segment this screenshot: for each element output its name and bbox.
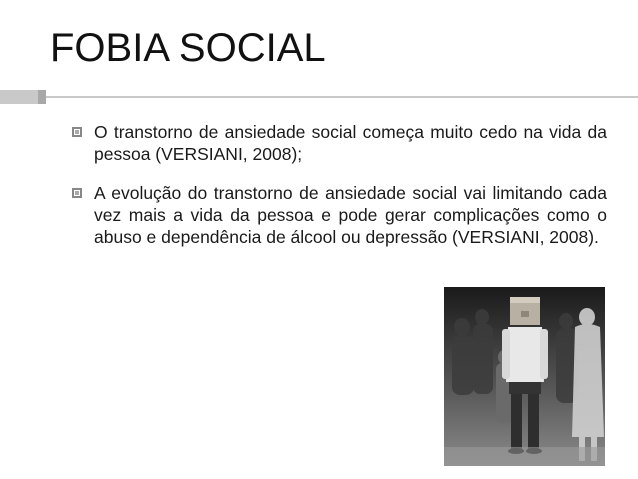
title-rule-left (0, 90, 38, 104)
bullet-text: A evolução do transtorno de ansiedade social vai limitando cada vez mais a vida da pessoa e pode gerar complicações como o abuso e dependência de álcool ou depressão (VERSIANI, 2008). (94, 183, 607, 247)
square-bullet-icon (72, 127, 82, 137)
title-rule-line (46, 96, 638, 98)
crowd-photo (444, 287, 605, 466)
bullet-text: O transtorno de ansiedade social começa muito cedo na vida da pessoa (VERSIANI, 2008); (94, 122, 607, 164)
bullet-item (72, 182, 607, 248)
bullet-item (72, 121, 607, 165)
title-rule-block (38, 90, 46, 104)
bullet-list (72, 121, 607, 248)
square-bullet-icon (72, 188, 82, 198)
crowd-photo-image (444, 287, 605, 466)
slide-title: FOBIA SOCIAL (50, 26, 326, 70)
